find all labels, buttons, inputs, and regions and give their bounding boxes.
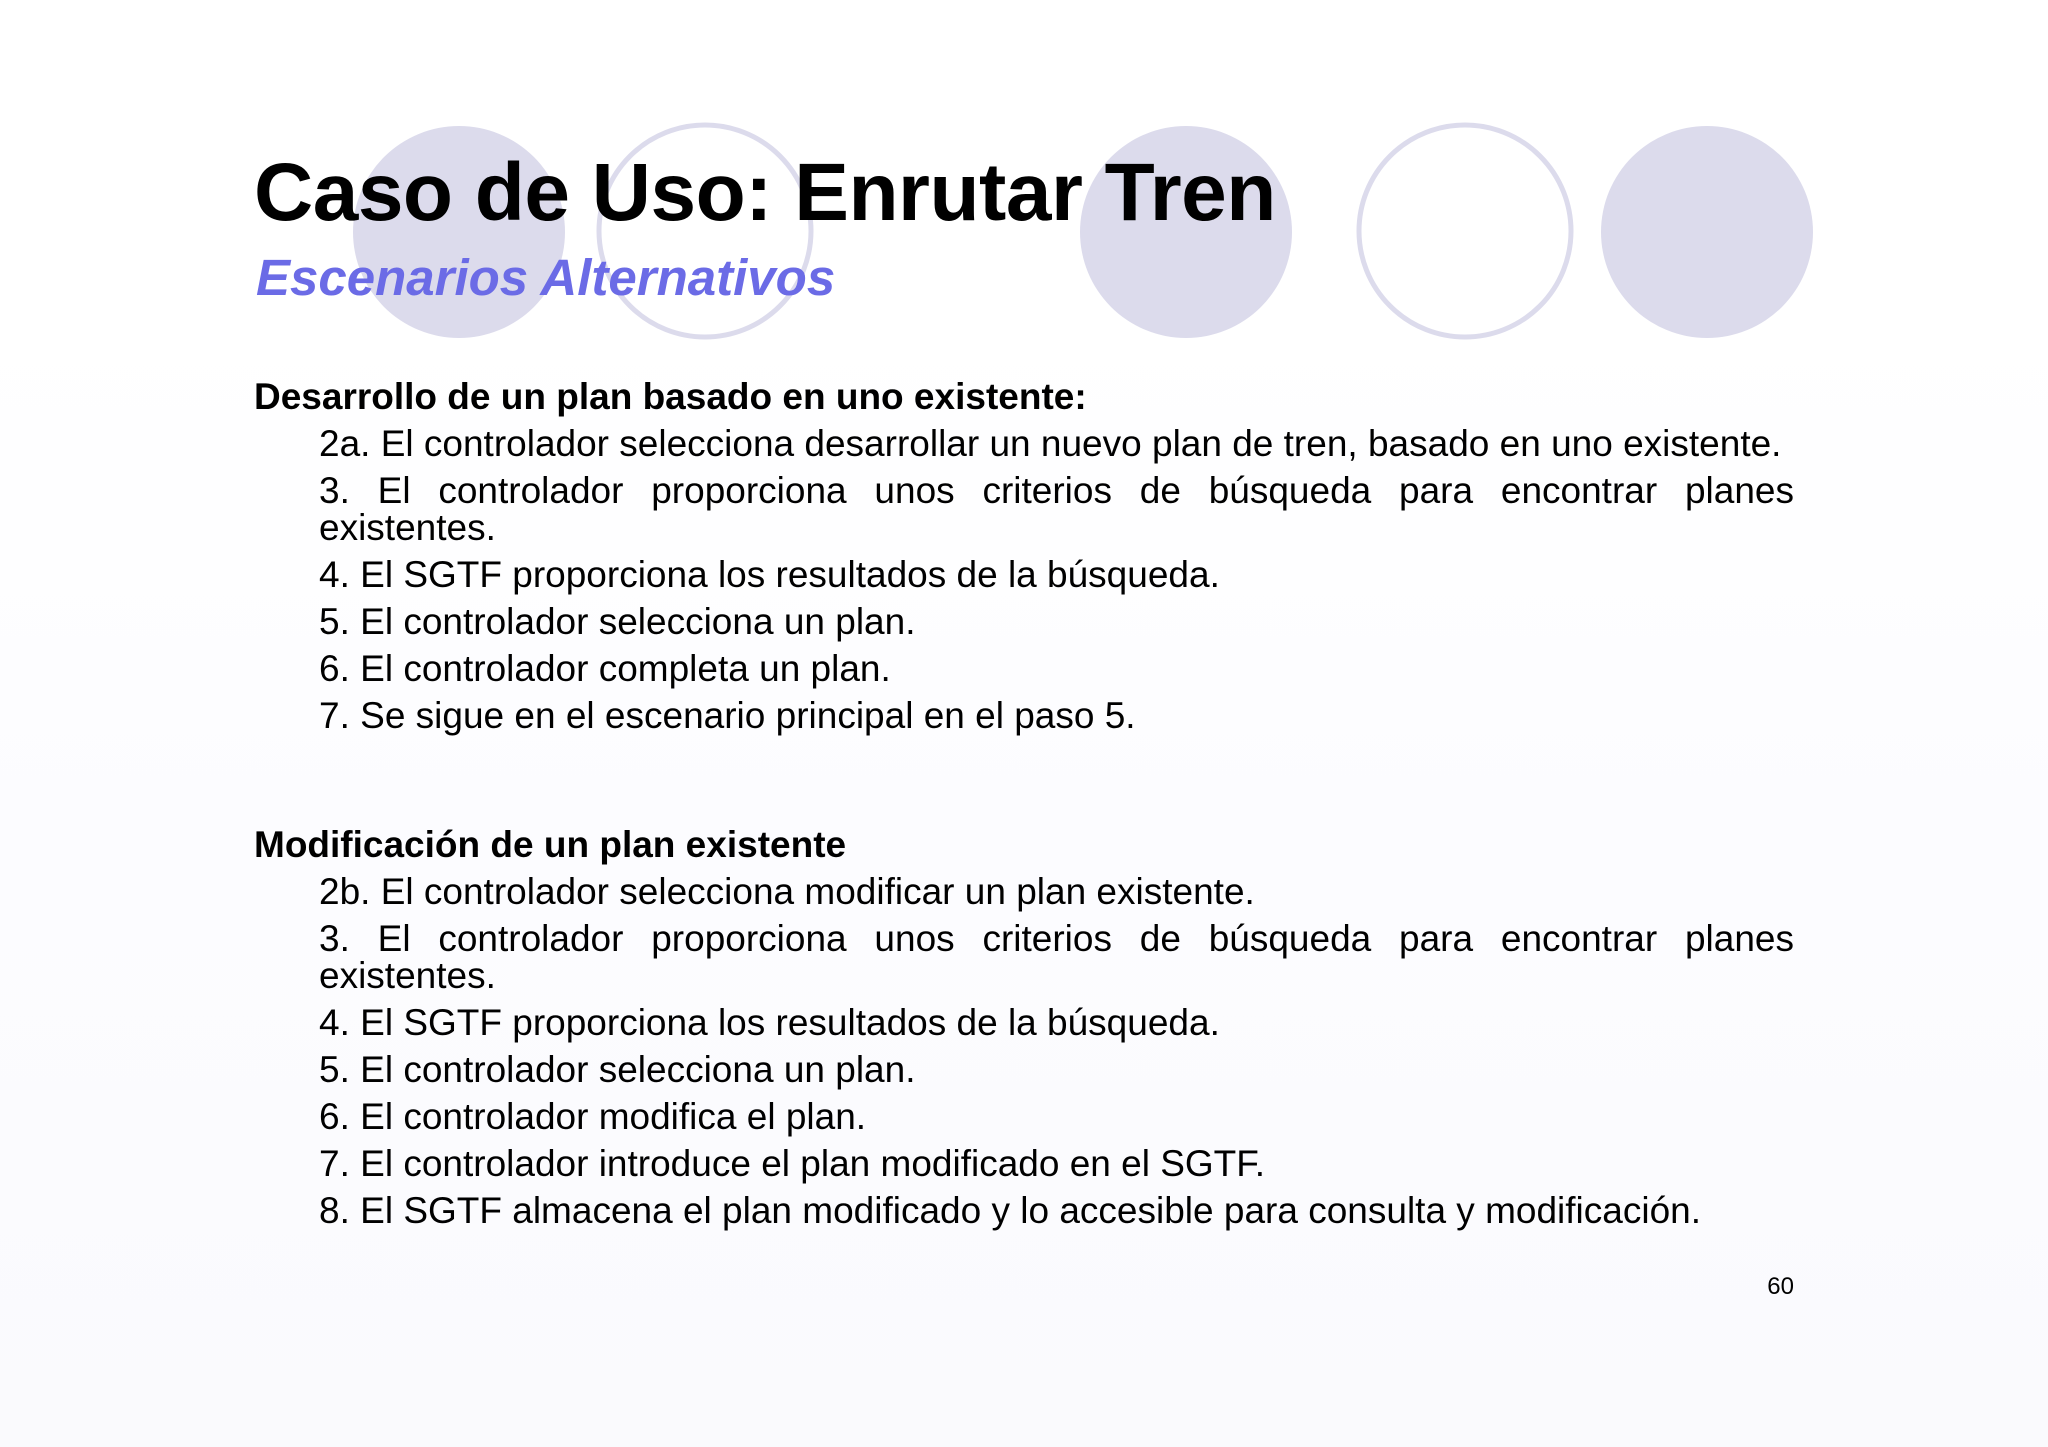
section-heading: Modificación de un plan existente — [254, 824, 847, 865]
list-item: 7. El controlador introduce el plan modificado en el SGTF. — [319, 1143, 1266, 1184]
step-list — [254, 425, 1794, 734]
list-item: 6. El controlador modifica el plan. — [319, 1096, 867, 1137]
page-number: 60 — [1767, 1273, 1794, 1300]
slide-title: Caso de Uso: Enrutar Tren — [254, 147, 1276, 238]
list-item: 7. Se sigue en el escenario principal en el paso 5. — [319, 695, 1136, 736]
list-item: 6. El controlador completa un plan. — [319, 648, 891, 689]
list-item: 2b. El controlador selecciona modificar un plan existente. — [319, 871, 1255, 912]
list-item: 8. El SGTF almacena el plan modificado y lo accesible para consulta y modificación. — [319, 1190, 1702, 1231]
section-heading: Desarrollo de un plan basado en uno existente: — [254, 376, 1087, 417]
slide-subtitle: Escenarios Alternativos — [256, 249, 836, 306]
list-item: 5. El controlador selecciona un plan. — [319, 1049, 916, 1090]
list-item: 5. El controlador selecciona un plan. — [319, 601, 916, 642]
list-item: 3. El controlador proporciona unos criterios de búsqueda para encontrar planes existentes. — [319, 470, 1794, 548]
filled-circle-3 — [1601, 126, 1813, 338]
list-item: 4. El SGTF proporciona los resultados de la búsqueda. — [319, 1002, 1220, 1043]
outline-circle-2 — [1359, 125, 1571, 337]
list-item: 4. El SGTF proporciona los resultados de la búsqueda. — [319, 554, 1220, 595]
step-list — [254, 873, 1794, 1229]
list-item: 3. El controlador proporciona unos criterios de búsqueda para encontrar planes existentes. — [319, 918, 1794, 996]
section-modificacion — [254, 823, 1794, 1239]
list-item: 2a. El controlador selecciona desarrollar un nuevo plan de tren, basado en uno existente. — [319, 423, 1782, 464]
section-desarrollo — [254, 375, 1794, 744]
